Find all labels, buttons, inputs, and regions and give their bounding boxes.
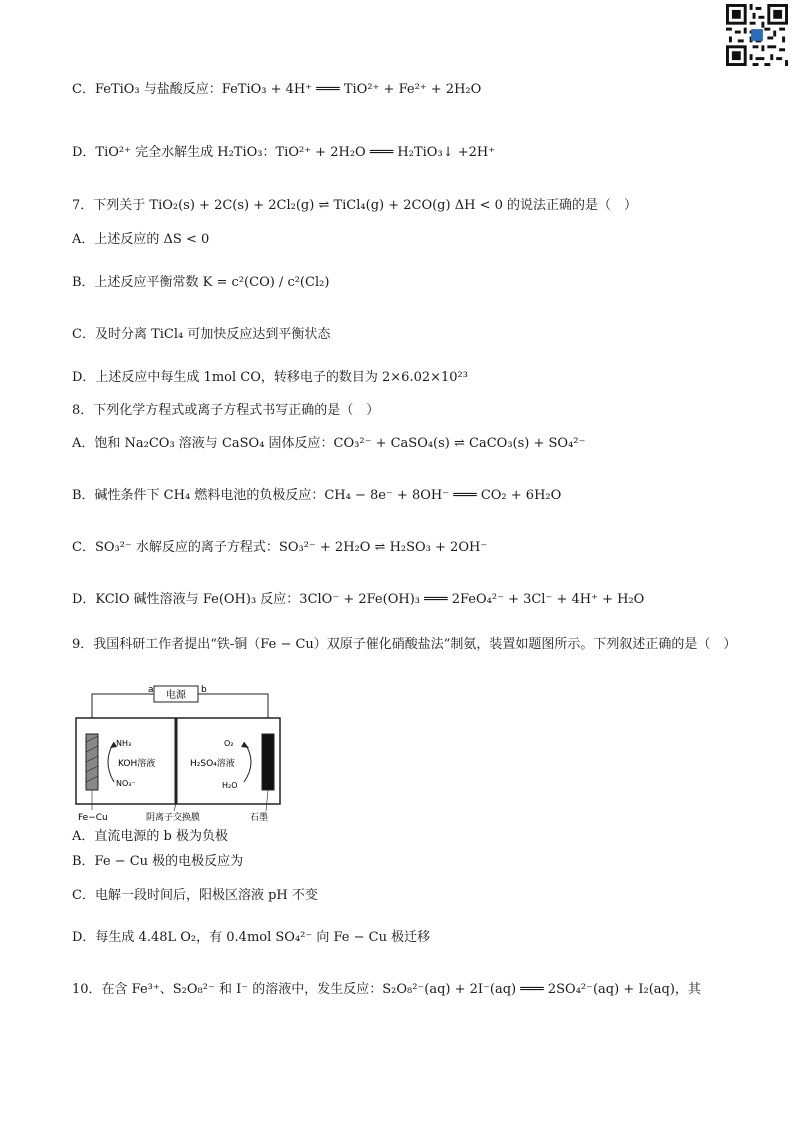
- q8-option-c: C．SO₃²⁻ 水解反应的离子方程式：SO₃²⁻ + 2H₂O ⇌ H₂SO₃ + 2OH⁻: [72, 540, 488, 555]
- right-electrode-label: 石墨: [250, 813, 269, 823]
- q7-option-d: D．上述反应中每生成 1mol CO，转移电子的数目为 2×6.02×10²³: [72, 370, 468, 385]
- q10-stem: 10．在含 Fe³⁺、S₂O₈²⁻ 和 I⁻ 的溶液中，发生反应：S₂O₈²⁻(aq) + 2I⁻(aq) ═══ 2SO₄²⁻(aq) + I₂(aq)，其: [72, 982, 701, 997]
- q9-option-c: C．电解一段时间后，阳极区溶液 pH 不变: [72, 888, 318, 903]
- membrane-label: 阴离子交换膜: [146, 813, 201, 823]
- q6-option-d: D．TiO²⁺ 完全水解生成 H₂TiO₃：TiO²⁺ + 2H₂O ═══ H₂TiO₃↓ +2H⁺: [72, 145, 496, 160]
- terminal-b-label: b: [201, 685, 207, 695]
- left-electrode-label: Fe−Cu: [78, 813, 108, 823]
- q8-option-b: B．碱性条件下 CH₄ 燃料电池的负极反应：CH₄ − 8e⁻ + 8OH⁻ ═══ CO₂ + 6H₂O: [72, 488, 562, 503]
- q7-stem: 7．下列关于 TiO₂(s) + 2C(s) + 2Cl₂(g) ⇌ TiCl₄(g) + 2CO(g) ΔH < 0 的说法正确的是（ ）: [72, 198, 637, 213]
- q9-option-d: D．每生成 4.48L O₂，有 0.4mol SO₄²⁻ 向 Fe − Cu 极迁移: [72, 930, 431, 945]
- q9-stem: 9．我国科研工作者提出“铁-铜（Fe − Cu）双原子催化硝酸盐法”制氨，装置如题图所示。下列叙述正确的是（ ）: [72, 637, 737, 652]
- left-solution-label: KOH溶液: [118, 759, 156, 769]
- power-source-label: 电源: [166, 690, 186, 701]
- q9-option-b: B．Fe − Cu 极的电极反应为: [72, 854, 244, 869]
- q8-option-d: D．KClO 碱性溶液与 Fe(OH)₃ 反应：3ClO⁻ + 2Fe(OH)₃ ═══ 2FeO₄²⁻ + 3Cl⁻ + 4H⁺ + H₂O: [72, 592, 645, 607]
- q8-stem: 8．下列化学方程式或离子方程式书写正确的是（ ）: [72, 403, 380, 418]
- right-solution-label: H₂SO₄溶液: [190, 759, 235, 769]
- q7-option-b: B．上述反应平衡常数 K = c²(CO) / c²(Cl₂): [72, 275, 330, 290]
- q8-option-a: A．饱和 Na₂CO₃ 溶液与 CaSO₄ 固体反应：CO₃²⁻ + CaSO₄(s) ⇌ CaCO₃(s) + SO₄²⁻: [72, 436, 586, 451]
- q9-option-a: A．直流电源的 b 极为负极: [72, 829, 228, 844]
- left-reactant-label: NO₃⁻: [116, 779, 136, 788]
- left-product-label: NH₃: [116, 739, 132, 748]
- right-reactant-label: H₂O: [222, 781, 238, 790]
- terminal-a-label: a: [148, 685, 154, 695]
- q7-option-c: C．及时分离 TiCl₄ 可加快反应达到平衡状态: [72, 327, 331, 342]
- q7-option-a: A．上述反应的 ΔS < 0: [72, 232, 210, 247]
- right-product-label: O₂: [224, 739, 234, 748]
- q6-option-c: C．FeTiO₃ 与盐酸反应：FeTiO₃ + 4H⁺ ═══ TiO²⁺ + Fe²⁺ + 2H₂O: [72, 82, 482, 97]
- qr-code-icon: [726, 4, 788, 66]
- electrolysis-cell-diagram: [74, 682, 284, 824]
